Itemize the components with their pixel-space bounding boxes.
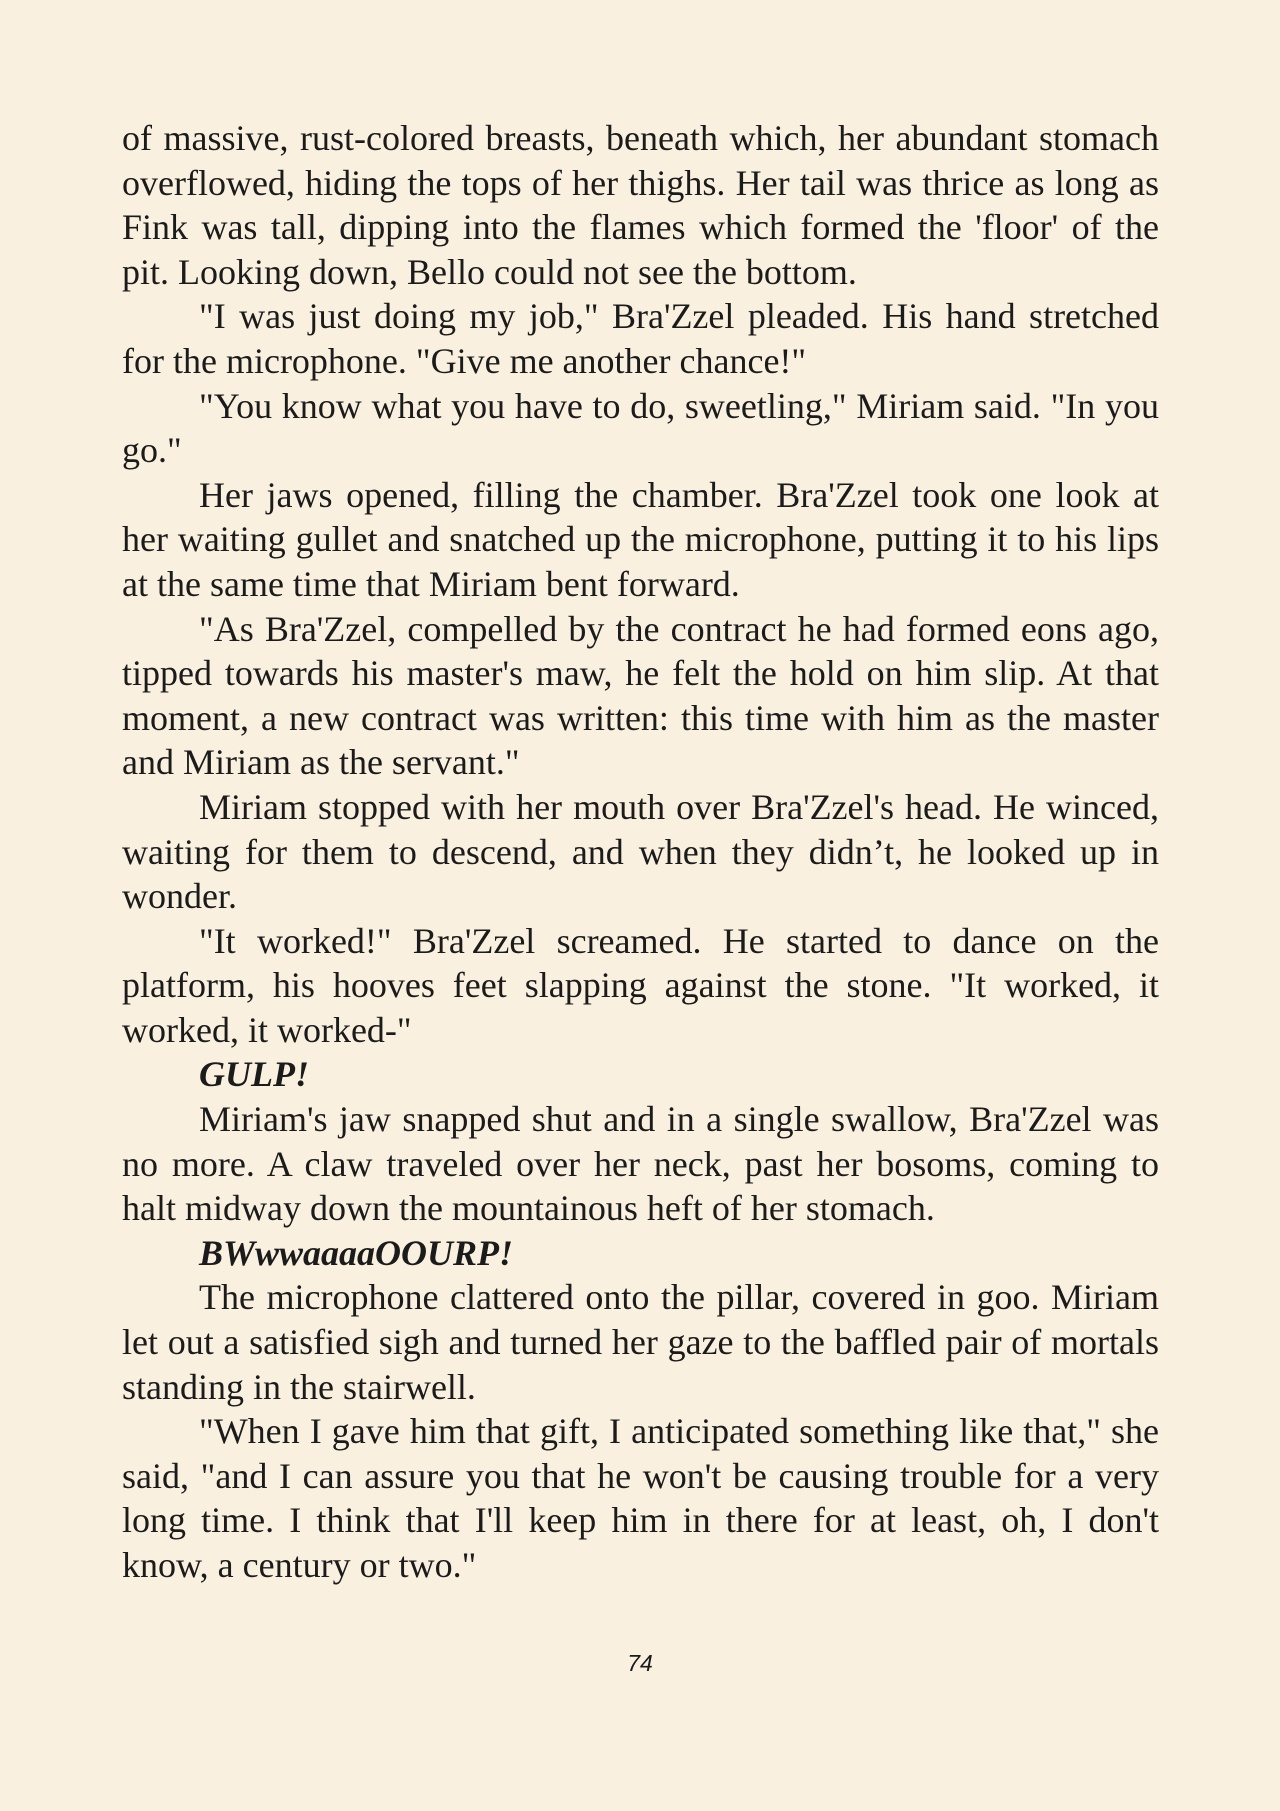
paragraph: of massive, rust-colored breasts, beneath which, her abundant stomach overflowed, hiding the tops of her thighs. Her tail was thrice as long as Fink was tall, dipping into the flames which formed the 'floor' of the pit. Looking down, Bello could not see the bottom. [122,118,1159,292]
paragraph: "It worked!" Bra'Zzel screamed. He started to dance on the platform, his hooves feet slapping against the stone. "It worked, it worked, it worked-" [122,920,1159,1050]
paragraph: "As Bra'Zzel, compelled by the contract he had formed eons ago, tipped towards his master's maw, he felt the hold on him slip. At that moment, a new contract was written: this time with him as the master and Miriam as the servant." [122,608,1159,783]
page-number: 74 [627,1650,653,1676]
paragraph: "I was just doing my job," Bra'Zzel pleaded. His hand stretched for the microphone. "Give me another chance!" [122,296,1159,381]
sound-effect: GULP! [199,1054,309,1095]
paragraph: "When I gave him that gift, I anticipated something like that," she said, "and I can assure you that he won't be causing trouble for a very long time. I think that I'll keep him in there for at least, oh, I don't know, a century or two." [122,1411,1159,1585]
paragraph: Miriam stopped with her mouth over Bra'Zzel's head. He winced, waiting for them to descend, and when they didn’t, he looked up in wonder. [122,786,1159,917]
body-text [122,116,1159,1588]
paragraph: "You know what you have to do, sweetling," Miriam said. "In you go." [122,385,1159,471]
paragraph: Miriam's jaw snapped shut and in a single swallow, Bra'Zzel was no more. A claw traveled over her neck, past her bosoms, coming to halt midway down the mountainous heft of her stomach. [122,1099,1159,1229]
paragraph: Her jaws opened, filling the chamber. Bra'Zzel took one look at her waiting gullet and snatched up the microphone, putting it to his lips at the same time that Miriam bent forward. [122,474,1159,604]
paragraph: The microphone clattered onto the pillar, covered in goo. Miriam let out a satisfied sigh and turned her gaze to the baffled pair of mortals standing in the stairwell. [122,1277,1159,1407]
sound-effect: BWwwaaaaOOURP! [199,1232,514,1273]
